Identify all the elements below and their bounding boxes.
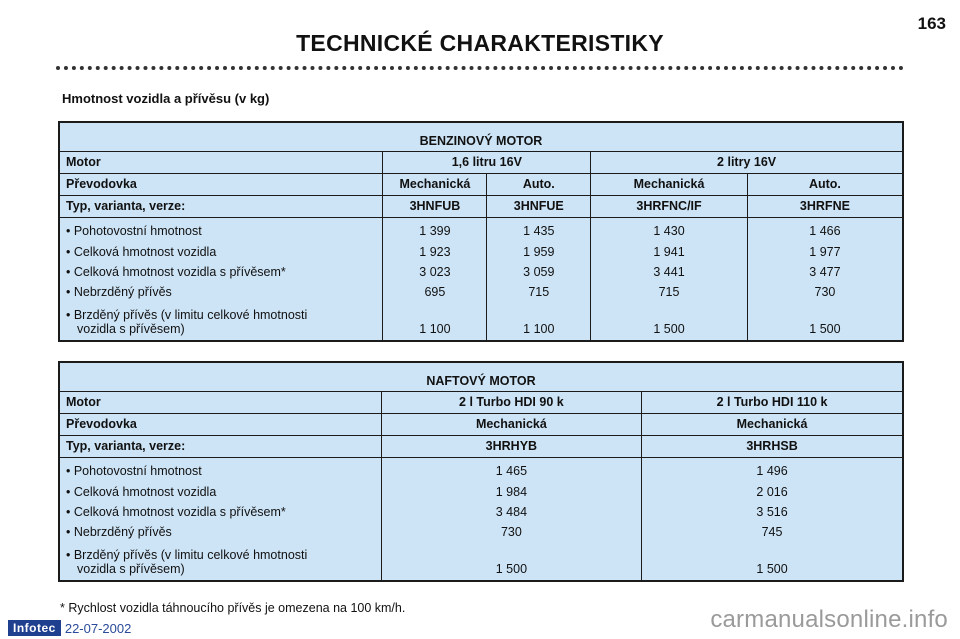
value-cell: 1 500 bbox=[381, 543, 641, 581]
value-cell: 1 923 bbox=[383, 243, 487, 263]
type-cell: 3HNFUB bbox=[383, 195, 487, 217]
row-label-line: • Brzděný přívěs (v limitu celkové hmotnosti bbox=[66, 548, 308, 562]
value-cell: 1 500 bbox=[747, 303, 903, 341]
section-heading: Hmotnost vozidla a přívěsu (v kg) bbox=[62, 91, 270, 106]
value-cell: 3 516 bbox=[642, 503, 903, 523]
row-label: • Celková hmotnost vozidla bbox=[59, 483, 381, 503]
petrol-weights-table bbox=[58, 121, 904, 342]
motor-label: Motor bbox=[59, 151, 383, 173]
engine-type-heading: BENZINOVÝ MOTOR bbox=[59, 122, 903, 151]
gearbox-label: Převodovka bbox=[59, 173, 383, 195]
value-cell: 715 bbox=[487, 283, 591, 303]
value-cell: 1 435 bbox=[487, 217, 591, 243]
row-label: • Nebrzděný přívěs bbox=[59, 523, 381, 543]
row-label: • Celková hmotnost vozidla bbox=[59, 243, 383, 263]
motor-cell: 2 l Turbo HDI 110 k bbox=[642, 391, 903, 413]
row-label bbox=[59, 543, 381, 581]
value-cell: 1 100 bbox=[383, 303, 487, 341]
row-label bbox=[59, 303, 383, 341]
gearbox-cell: Auto. bbox=[747, 173, 903, 195]
type-cell: 3HRFNE bbox=[747, 195, 903, 217]
value-cell: 1 399 bbox=[383, 217, 487, 243]
brand-footer bbox=[8, 620, 131, 636]
table-row bbox=[59, 543, 903, 581]
title-divider bbox=[56, 66, 904, 70]
gearbox-cell: Mechanická bbox=[642, 413, 903, 435]
table-row bbox=[59, 243, 903, 263]
value-cell: 3 441 bbox=[591, 263, 748, 283]
row-label: • Celková hmotnost vozidla s přívěsem* bbox=[59, 263, 383, 283]
footnote: * Rychlost vozidla táhnoucího přívěs je omezena na 100 km/h. bbox=[60, 601, 406, 615]
table-row bbox=[59, 263, 903, 283]
value-cell: 1 941 bbox=[591, 243, 748, 263]
value-cell: 695 bbox=[383, 283, 487, 303]
value-cell: 1 496 bbox=[642, 457, 903, 483]
row-label-line: vozidla s přívěsem) bbox=[77, 322, 185, 336]
gearbox-cell: Mechanická bbox=[381, 413, 641, 435]
table-row bbox=[59, 483, 903, 503]
gearbox-cell: Mechanická bbox=[383, 173, 487, 195]
value-cell: 1 500 bbox=[642, 543, 903, 581]
value-cell: 1 959 bbox=[487, 243, 591, 263]
value-cell: 3 484 bbox=[381, 503, 641, 523]
value-cell: 730 bbox=[747, 283, 903, 303]
value-cell: 3 477 bbox=[747, 263, 903, 283]
value-cell: 1 465 bbox=[381, 457, 641, 483]
row-label-line: vozidla s přívěsem) bbox=[77, 562, 185, 576]
type-label: Typ, varianta, verze: bbox=[59, 195, 383, 217]
value-cell: 1 977 bbox=[747, 243, 903, 263]
watermark: carmanualsonline.info bbox=[710, 606, 948, 633]
row-label: • Pohotovostní hmotnost bbox=[59, 457, 381, 483]
row-label: • Celková hmotnost vozidla s přívěsem* bbox=[59, 503, 381, 523]
gearbox-cell: Auto. bbox=[487, 173, 591, 195]
table-row bbox=[59, 457, 903, 483]
table-row bbox=[59, 503, 903, 523]
gearbox-label: Převodovka bbox=[59, 413, 381, 435]
motor-cell: 1,6 litru 16V bbox=[383, 151, 591, 173]
value-cell: 2 016 bbox=[642, 483, 903, 503]
motor-label: Motor bbox=[59, 391, 381, 413]
type-cell: 3HRHYB bbox=[381, 435, 641, 457]
value-cell: 745 bbox=[642, 523, 903, 543]
type-cell: 3HNFUE bbox=[487, 195, 591, 217]
engine-type-heading: NAFTOVÝ MOTOR bbox=[59, 362, 903, 391]
diesel-weights-table bbox=[58, 361, 904, 582]
value-cell: 730 bbox=[381, 523, 641, 543]
gearbox-cell: Mechanická bbox=[591, 173, 748, 195]
type-label: Typ, varianta, verze: bbox=[59, 435, 381, 457]
row-label: • Pohotovostní hmotnost bbox=[59, 217, 383, 243]
value-cell: 1 466 bbox=[747, 217, 903, 243]
table-row bbox=[59, 283, 903, 303]
table-row bbox=[59, 217, 903, 243]
motor-cell: 2 litry 16V bbox=[591, 151, 903, 173]
type-cell: 3HRHSB bbox=[642, 435, 903, 457]
value-cell: 1 984 bbox=[381, 483, 641, 503]
infotec-logo: Infotec bbox=[8, 620, 61, 636]
table-row bbox=[59, 303, 903, 341]
table-row bbox=[59, 523, 903, 543]
type-cell: 3HRFNC/IF bbox=[591, 195, 748, 217]
value-cell: 1 500 bbox=[591, 303, 748, 341]
value-cell: 1 100 bbox=[487, 303, 591, 341]
row-label-line: • Brzděný přívěs (v limitu celkové hmotnosti bbox=[66, 308, 308, 322]
value-cell: 715 bbox=[591, 283, 748, 303]
print-date: 22-07-2002 bbox=[64, 620, 132, 636]
row-label: • Nebrzděný přívěs bbox=[59, 283, 383, 303]
value-cell: 3 023 bbox=[383, 263, 487, 283]
page-number: 163 bbox=[917, 14, 946, 33]
value-cell: 1 430 bbox=[591, 217, 748, 243]
page-title: TECHNICKÉ CHARAKTERISTIKY bbox=[296, 30, 664, 56]
value-cell: 3 059 bbox=[487, 263, 591, 283]
motor-cell: 2 l Turbo HDI 90 k bbox=[381, 391, 641, 413]
